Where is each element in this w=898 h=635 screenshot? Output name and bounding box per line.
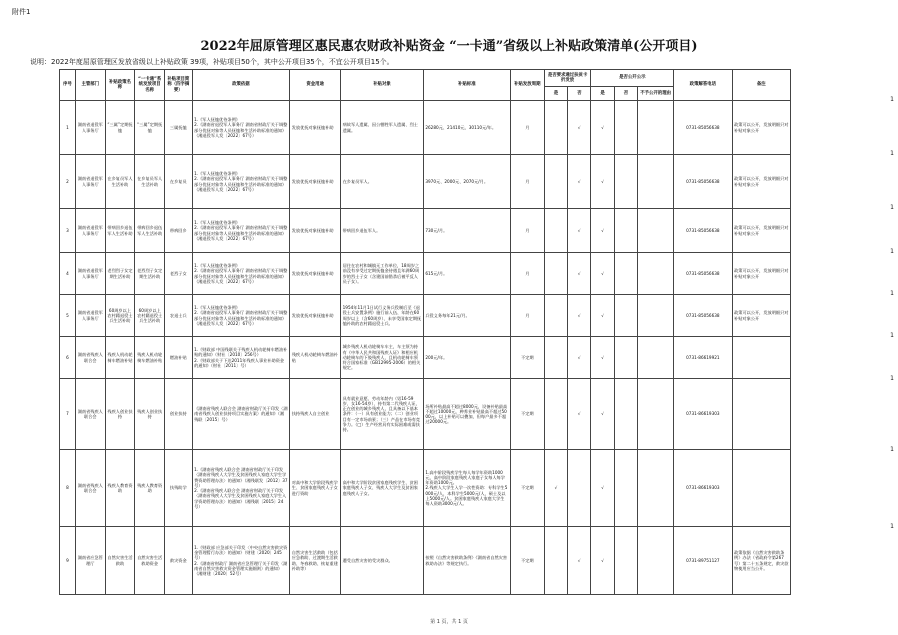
- cell-pub-no: [614, 379, 637, 450]
- cell-cycle: 不定期: [510, 337, 544, 379]
- cell-pov-yes: [544, 379, 567, 450]
- cell-seq: 6: [60, 337, 76, 379]
- cell-remark: 政策可以公开，发放明细只对补贴对象公开: [732, 209, 790, 253]
- annex-label: 附件1: [12, 8, 31, 16]
- cell-pov-yes: [544, 253, 567, 295]
- cell-system: 残疾人机动轮椅车燃油补贴: [135, 337, 165, 379]
- table-row: [60, 155, 791, 209]
- cell-use: 自然灾害生活救助（包括应急救助、过渡期生活救助、冬春救助、恢复重建补助等）: [290, 527, 341, 595]
- cell-basis: 1.《湖南省残疾人联合会 湖南省财政厅关于印发〈湖南省残疾人大学生及贫困残疾人家庭大学生学费资助管理办法〉的通知》（湘残联发〔2012〕37号） 2.《湖南省残疾人联合会 湖南省财政厅关于印发〈湖南省残疾人大学生及贫困残疾人家庭大学生入学资助管理办法〉的通知》（湘残联〔2015〕24号）: [192, 450, 290, 527]
- header-system-name: “一卡通”系统发放项目名称: [135, 70, 165, 101]
- header-remark: 备注: [732, 70, 790, 101]
- cell-pub-no: [614, 295, 637, 337]
- cell-pov-yes: [544, 527, 567, 595]
- cell-dept: 湖南省残疾人联合会: [75, 379, 105, 450]
- header-target: 补贴对象: [341, 70, 424, 101]
- right-margin-mark: 1: [890, 375, 894, 382]
- cell-pov-no: √: [568, 337, 591, 379]
- cell-system: 在乡复员军人生活补助: [135, 155, 165, 209]
- policy-table: [59, 69, 791, 595]
- right-margin-mark: 1: [890, 523, 894, 530]
- cell-abbr: 在乡复员: [165, 155, 193, 209]
- cell-system: 带病回乡退伍军人生活补助: [135, 209, 165, 253]
- cell-tel: 0731-85056638: [674, 209, 732, 253]
- cell-use: 残疾人机动轮椅车燃油补贴: [290, 337, 341, 379]
- header-hotline: 政策解答电话: [674, 70, 732, 101]
- cell-tel: 0731-86619921: [674, 337, 732, 379]
- cell-pov-yes: [544, 295, 567, 337]
- cell-target: 城乡残疾人机动轮椅车车主，车主须为持有《中华人民共和国残疾人证》和相应机动轮椅车的下肢残疾人，且机动轮椅车须符合国家标准（GB12995-2006）的相关规定。: [341, 337, 424, 379]
- table-row: [60, 379, 791, 450]
- cell-policy: 60周岁以上农村籍退役士兵生活补助: [105, 295, 135, 337]
- cell-dept: 湖南省残疾人联合会: [75, 450, 105, 527]
- cell-target: 在乡复员军人。: [341, 155, 424, 209]
- cell-pov-yes: [544, 155, 567, 209]
- cell-tel: 0731-89751127: [674, 527, 732, 595]
- cell-seq: 2: [60, 155, 76, 209]
- cell-target: 遭受自然灾害的受灾群众。: [341, 527, 424, 595]
- cell-reason: [638, 337, 674, 379]
- cell-basis: 1.《军人抚恤优待条例》 2.《湖南省退役军人事务厅 湖南省财政厅关于调整部分优抚对象等人员抚恤和生活补助标准的通知》（湘退役军人发〔2022〕67号）: [192, 253, 290, 295]
- cell-policy: 在乡复员军人生活补助: [105, 155, 135, 209]
- cell-pub-yes: √: [591, 155, 614, 209]
- cell-standard: 1.高中阶段残疾学生每人每学年资助1000元，高中阶段家庭残疾人家庭子女每人每学年资助1000元。 2.残疾人大学生入学一次性资助：专科学生5000元/人，本科学生5000元/人，硕士及以上5000元/人。贫困家庭残疾人家庭大学生每人资助3000元/人。: [423, 450, 510, 527]
- cell-pov-no: √: [568, 209, 591, 253]
- header-group-public: 是否公开公示: [591, 70, 674, 87]
- cell-target: 病故军人遗属、因公牺牲军人遗属、烈士遗属。: [341, 101, 424, 155]
- cell-abbr: 燃油补贴: [165, 337, 193, 379]
- cell-basis: 1.《财政部 应急部关于印发〈中央自然灾害救灾资金管理暂行办法〉的通知》（财建〔2020〕245号） 2.《湖南省财政厅 湖南省应急管理厅关于印发〈湖南省自然灾害救灾资金管理实施细则〉的通知》（湘财建〔2020〕52号）: [192, 527, 290, 595]
- cell-remark: 政策可以公开，发放明细只对补贴对象公开: [732, 295, 790, 337]
- cell-standard: 3970元、2000元、2070元/月。: [423, 155, 510, 209]
- cell-seq: 4: [60, 253, 76, 295]
- header-poverty-yes: 是: [544, 87, 567, 101]
- cell-pov-no: √: [568, 295, 591, 337]
- cell-pub-no: [614, 209, 637, 253]
- cell-policy: “三属”定期抚恤: [105, 101, 135, 155]
- cell-pub-no: [614, 253, 637, 295]
- cell-cycle: 月: [510, 101, 544, 155]
- header-public-yes: 是: [591, 87, 614, 101]
- cell-dept: 湖南省退役军人事务厅: [75, 253, 105, 295]
- right-margin-mark: 1: [890, 96, 894, 103]
- cell-remark: 政策依据《自然灾害救助条例》办法（省政府令第267号）第二十五条规定，救灾款物使用应当公开。: [732, 527, 790, 595]
- cell-pov-no: √: [568, 253, 591, 295]
- cell-pub-no: [614, 101, 637, 155]
- cell-pov-no: √: [568, 101, 591, 155]
- table-row: [60, 295, 791, 337]
- cell-standard: 26280元、21410元、30110元/年。: [423, 101, 510, 155]
- cell-pov-yes: √: [544, 450, 567, 527]
- cell-remark: [732, 379, 790, 450]
- cell-target: 具有就业意愿、劳动年龄内（男16-59岁、女16-54岁）、持有第二代残疾人证，正在创业的城乡残疾人，且具备以下基本条件：（一）具有创业能力；（二）创业项目有一定市场前景；（三）产品在市场有竞争力。（□）生产经营具有实际困难或需扶持。: [341, 379, 424, 450]
- cell-tel: 0731-86619303: [674, 379, 732, 450]
- cell-use: 发放优抚对象抚恤补助: [290, 101, 341, 155]
- cell-abbr: 带病回乡: [165, 209, 193, 253]
- cell-policy: 残疾人教育资助: [105, 450, 135, 527]
- cell-use: 发放优抚对象抚恤补助: [290, 155, 341, 209]
- cell-target: 带病回乡退伍军人。: [341, 209, 424, 253]
- cell-reason: [638, 155, 674, 209]
- cell-seq: 3: [60, 209, 76, 253]
- cell-abbr: 扶残助学: [165, 450, 193, 527]
- cell-system: 60周岁以上农村籍退役士兵生活补助: [135, 295, 165, 337]
- cell-pub-yes: √: [591, 253, 614, 295]
- cell-pub-yes: √: [591, 337, 614, 379]
- header-basis: 政策依据: [192, 70, 290, 101]
- cell-policy: 自然灾害生活救助: [105, 527, 135, 595]
- cell-pub-yes: √: [591, 379, 614, 450]
- cell-remark: 政策可以公开，发放明细只对补贴对象公开: [732, 253, 790, 295]
- cell-standard: 兵役义务每年21元/月。: [423, 295, 510, 337]
- cell-dept: 湖南省残疾人联合会: [75, 337, 105, 379]
- cell-pub-no: [614, 337, 637, 379]
- header-project-abbr: 补贴项目简称（四字摘要）: [165, 70, 193, 101]
- right-margin-mark: 1: [890, 446, 894, 453]
- cell-cycle: 不定期: [510, 379, 544, 450]
- table-row: [60, 209, 791, 253]
- table-row: [60, 337, 791, 379]
- cell-reason: [638, 209, 674, 253]
- cell-tel: 0731-85056638: [674, 295, 732, 337]
- cell-pub-yes: √: [591, 450, 614, 527]
- cell-basis: 1.《军人抚恤优待条例》 2.《湖南省退役军人事务厅 湖南省财政厅关于调整部分优抚对象等人员抚恤和生活补助标准的通知》（湘退役军人发〔2022〕67号）: [192, 209, 290, 253]
- cell-reason: [638, 253, 674, 295]
- cell-pub-yes: √: [591, 295, 614, 337]
- cell-standard: 按照《自然灾害救助条例》《湖南省自然灾害救助办法》等规定执行。: [423, 527, 510, 595]
- cell-pov-yes: [544, 101, 567, 155]
- cell-pov-no: √: [568, 527, 591, 595]
- cell-system: 残疾人创业扶持: [135, 379, 165, 450]
- cell-reason: [638, 101, 674, 155]
- cell-tel: 0731-85056638: [674, 101, 732, 155]
- header-policy-name: 补贴政策名称: [105, 70, 135, 101]
- header-reason: 不予公开的理由: [638, 87, 674, 101]
- cell-abbr: 老烈子女: [165, 253, 193, 295]
- cell-system: “三属”定期抚恤: [135, 101, 165, 155]
- cell-seq: 5: [60, 295, 76, 337]
- cell-remark: 政策可以公开，发放明细只对补贴对象公开: [732, 155, 790, 209]
- cell-use: 发放优抚对象抚恤补助: [290, 209, 341, 253]
- cell-cycle: 不定期: [510, 527, 544, 595]
- cell-target: 高中和大学阶段贫困家庭残疾学生、贫困家庭残疾人子女、残疾人大学生及贫困家庭残疾人子女。: [341, 450, 424, 527]
- cell-basis: 1.《财政部 中国残联关于残疾人机动轮椅车燃油补贴的通知》（财社〔2010〕256号） 2.《财政部关于下达2011年残疾人事业补助资金的通知》（财社〔2011〕号）: [192, 337, 290, 379]
- cell-pub-no: [614, 450, 637, 527]
- cell-dept: 湖南省退役军人事务厅: [75, 209, 105, 253]
- cell-pov-no: [568, 450, 591, 527]
- cell-remark: [732, 450, 790, 527]
- header-public-no: 否: [614, 87, 637, 101]
- description: 说明：2022年度屈原管理区发放省级以上补贴政策 39项，补贴项目50个，其中公开项目35个，不宜公开项目15个。: [30, 58, 394, 66]
- cell-reason: [638, 379, 674, 450]
- table-row: [60, 253, 791, 295]
- cell-standard: 615元/月。: [423, 253, 510, 295]
- cell-pub-no: [614, 527, 637, 595]
- header-row: [60, 70, 791, 87]
- cell-reason: [638, 295, 674, 337]
- cell-cycle: 月: [510, 209, 544, 253]
- cell-use: 发放优抚对象抚恤补助: [290, 253, 341, 295]
- right-margin-mark: 1: [890, 332, 894, 339]
- cell-target: 居住在农村和城镇无工作单位，18周岁之前没有享受过定期抚恤金待遇且年满60周岁的烈士子女（含建国前错杀后被平反人员子女）。: [341, 253, 424, 295]
- cell-standard: 730元/月。: [423, 209, 510, 253]
- table-row: [60, 450, 791, 527]
- table-row: [60, 101, 791, 155]
- cell-dept: 湖南省退役军人事务厅: [75, 101, 105, 155]
- header-fund-use: 资金用途: [290, 70, 341, 101]
- cell-tel: 0731-85056638: [674, 253, 732, 295]
- header-standard: 补贴标准: [423, 70, 510, 101]
- cell-remark: 政策可以公开，发放明细只对补贴对象公开: [732, 101, 790, 155]
- cell-basis: 1.《军人抚恤优待条例》 2.《湖南省退役军人事务厅 湖南省财政厅关于调整部分优抚对象等人员抚恤和生活补助标准的通知》（湘退役军人发〔2022〕67号）: [192, 295, 290, 337]
- cell-standard: 200元/年。: [423, 337, 510, 379]
- table-row: [60, 527, 791, 595]
- cell-pub-no: [614, 155, 637, 209]
- cell-cycle: 月: [510, 155, 544, 209]
- cell-abbr: 救灾资金: [165, 527, 193, 595]
- cell-policy: 残疾人机动轮椅车燃油补贴: [105, 337, 135, 379]
- cell-policy: 老烈烈子女定期生活补助: [105, 253, 135, 295]
- cell-pub-yes: √: [591, 209, 614, 253]
- cell-policy: 残疾人创业扶持: [105, 379, 135, 450]
- cell-abbr: 农退士兵: [165, 295, 193, 337]
- cell-target: 1954年11月1日试行义务兵役制后至《退役士兵安置条例》施行前入伍、年龄在60周岁以上（含60周岁）、未享受国家定期抚恤补助的农村籍退役士兵。: [341, 295, 424, 337]
- right-margin-mark: 1: [890, 290, 894, 297]
- header-seq: 序号: [60, 70, 76, 101]
- right-margin-mark: 1: [890, 248, 894, 255]
- cell-cycle: 不定期: [510, 450, 544, 527]
- header-group-poverty: 是否要求通过扶贫卡折发放: [544, 70, 591, 87]
- header-dept: 主管部门: [75, 70, 105, 101]
- cell-seq: 7: [60, 379, 76, 450]
- cell-policy: 带病回乡退伍军人生活补助: [105, 209, 135, 253]
- cell-pub-yes: √: [591, 101, 614, 155]
- header-poverty-no: 否: [568, 87, 591, 101]
- cell-cycle: 月: [510, 253, 544, 295]
- cell-pub-yes: √: [591, 527, 614, 595]
- cell-use: 扶持残疾人自主创业: [290, 379, 341, 450]
- page-footer: 第 1 页，共 1 页: [430, 619, 468, 625]
- cell-basis: 1.《军人抚恤优待条例》 2.《湖南省退役军人事务厅 湖南省财政厅关于调整部分优抚对象等人员抚恤和生活补助标准的通知》（湘退役军人发〔2022〕67号）: [192, 155, 290, 209]
- right-margin-mark: 1: [890, 150, 894, 157]
- cell-remark: [732, 337, 790, 379]
- cell-standard: 场所补贴最高不超过8000元，设备补贴最高不超过10000元，种养业补贴最高不超过5000元，以上补贴可以叠加，但每户最多不超过20000元。: [423, 379, 510, 450]
- cell-dept: 湖南省退役军人事务厅: [75, 155, 105, 209]
- cell-reason: [638, 450, 674, 527]
- cell-use: 发放优抚对象抚恤补助: [290, 295, 341, 337]
- cell-use: 对高中和大学阶段残疾学生、贫困家庭残疾人子女进行资助: [290, 450, 341, 527]
- cell-system: 自然灾害生活救助资金: [135, 527, 165, 595]
- cell-pov-no: √: [568, 379, 591, 450]
- cell-seq: 1: [60, 101, 76, 155]
- cell-basis: 1.《军人抚恤优待条例》 2.《湖南省退役军人事务厅 湖南省财政厅关于调整部分优抚对象等人员抚恤和生活补助标准的通知》（湘退役军人发〔2022〕67号）: [192, 101, 290, 155]
- cell-seq: 8: [60, 450, 76, 527]
- cell-pov-yes: [544, 209, 567, 253]
- cell-system: 残疾人教育资助: [135, 450, 165, 527]
- cell-tel: 0731-86619303: [674, 450, 732, 527]
- cell-dept: 湖南省退役军人事务厅: [75, 295, 105, 337]
- cell-pov-yes: [544, 337, 567, 379]
- cell-cycle: 月: [510, 295, 544, 337]
- cell-system: 老烈烈子女定期生活补助: [135, 253, 165, 295]
- cell-tel: 0731-85056638: [674, 155, 732, 209]
- cell-pov-no: √: [568, 155, 591, 209]
- cell-basis: 《湖南省残疾人联合会 湖南省财政厅关于印发〈湖南省残疾人创业扶持项目实施方案〉的通知》（湘残联〔2015〕号）: [192, 379, 290, 450]
- cell-reason: [638, 527, 674, 595]
- cell-seq: 9: [60, 527, 76, 595]
- page-title: 2022年屈原管理区惠民惠农财政补贴资金 “一卡通”省级以上补贴政策清单(公开项目): [200, 39, 698, 54]
- cell-abbr: 创业扶持: [165, 379, 193, 450]
- right-margin-mark: 1: [890, 204, 894, 211]
- cell-dept: 湖南省应急管理厅: [75, 527, 105, 595]
- cell-abbr: 三属抚恤: [165, 101, 193, 155]
- header-cycle: 补贴发放周期: [510, 70, 544, 101]
